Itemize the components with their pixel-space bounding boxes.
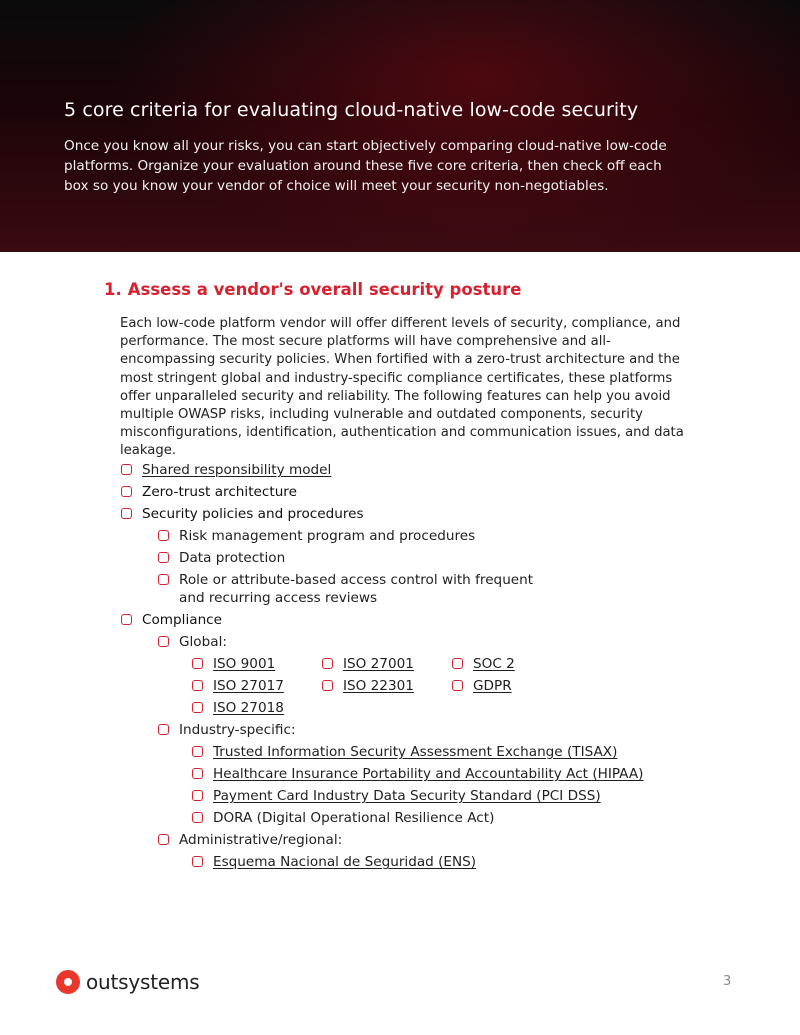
- access-control-line-1: Role or attribute-based access control with frequent: [179, 572, 534, 588]
- checklist-label: [179, 571, 533, 607]
- checklist-item-iso-27001[interactable]: [322, 655, 414, 673]
- checklist-link[interactable]: Trusted Information Security Assessment Exchange (TISAX): [213, 744, 618, 760]
- checklist-item-soc-2[interactable]: [452, 655, 515, 673]
- checklist-item-iso-27017[interactable]: [192, 677, 284, 695]
- checkbox[interactable]: [322, 658, 333, 669]
- checklist-item-shared-responsibility[interactable]: [121, 461, 331, 479]
- checklist-link[interactable]: Healthcare Insurance Portability and Accountability Act (HIPAA): [213, 766, 644, 782]
- checklist-item-iso-9001[interactable]: [192, 655, 275, 673]
- checklist-label: Global:: [179, 634, 227, 650]
- checklist-label: Security policies and procedures: [142, 506, 364, 522]
- checklist-link[interactable]: ISO 27001: [343, 656, 414, 672]
- checkbox[interactable]: [158, 724, 169, 735]
- section-number: 1.: [104, 280, 122, 299]
- checklist-item-pci-dss[interactable]: [192, 787, 601, 805]
- checklist-link[interactable]: ISO 27018: [213, 700, 284, 716]
- checklist-item-dora[interactable]: [192, 809, 494, 827]
- checklist-label: Zero-trust architecture: [142, 484, 297, 500]
- checklist-label: DORA (Digital Operational Resilience Act): [213, 810, 495, 826]
- checklist-label: Industry-specific:: [179, 722, 296, 738]
- checklist-item-risk-management[interactable]: [158, 527, 475, 545]
- checklist-label: Risk management program and procedures: [179, 528, 476, 544]
- checkbox[interactable]: [192, 790, 203, 801]
- checkbox[interactable]: [158, 574, 169, 585]
- section-heading-text: Assess a vendor's overall security posture: [127, 280, 522, 299]
- hero-banner: [0, 0, 800, 252]
- checklist-item-data-protection[interactable]: [158, 549, 285, 567]
- checkbox[interactable]: [192, 680, 203, 691]
- checklist-item-zero-trust[interactable]: [121, 483, 297, 501]
- checklist-link[interactable]: ISO 9001: [213, 656, 276, 672]
- checklist-item-industry-specific[interactable]: [158, 721, 296, 739]
- checklist-link[interactable]: Esquema Nacional de Seguridad (ENS): [213, 854, 477, 870]
- checklist-item-administrative[interactable]: [158, 831, 342, 849]
- checklist-label: Compliance: [142, 612, 223, 628]
- logo-wordmark: outsystems: [86, 970, 200, 994]
- checkbox[interactable]: [121, 486, 132, 497]
- checklist-link[interactable]: Payment Card Industry Data Security Standard (PCI DSS): [213, 788, 601, 804]
- checklist-label: Data protection: [179, 550, 286, 566]
- checkbox[interactable]: [158, 552, 169, 563]
- checklist-item-gdpr[interactable]: [452, 677, 512, 695]
- checklist-label: Administrative/regional:: [179, 832, 343, 848]
- checklist-item-tisax[interactable]: [192, 743, 617, 761]
- checklist-link[interactable]: GDPR: [473, 678, 512, 694]
- checkbox[interactable]: [452, 680, 463, 691]
- outsystems-logo: [56, 970, 199, 994]
- checkbox[interactable]: [121, 464, 132, 475]
- checkbox[interactable]: [192, 702, 203, 713]
- checkbox[interactable]: [192, 746, 203, 757]
- checklist-item-compliance[interactable]: [121, 611, 222, 629]
- checkbox[interactable]: [121, 508, 132, 519]
- checkbox[interactable]: [192, 768, 203, 779]
- checkbox[interactable]: [158, 530, 169, 541]
- intro-paragraph: Once you know all your risks, you can start objectively comparing cloud-native low-code platforms. Organize your evaluation around these five core criteria, then check off each box so you know your vendor of choice will meet your security non-negotiables.: [64, 138, 667, 194]
- checklist-item-ens[interactable]: [192, 853, 476, 871]
- outsystems-logo-icon: [56, 970, 80, 994]
- checklist-link[interactable]: SOC 2: [473, 656, 515, 672]
- checklist-link[interactable]: Shared responsibility model: [142, 462, 332, 478]
- checkbox[interactable]: [192, 812, 203, 823]
- access-control-line-2: and recurring access reviews: [179, 590, 378, 606]
- checklist-item-iso-27018[interactable]: [192, 699, 284, 717]
- checkbox[interactable]: [121, 614, 132, 625]
- checklist-link[interactable]: ISO 22301: [343, 678, 414, 694]
- checkbox[interactable]: [452, 658, 463, 669]
- checkbox[interactable]: [322, 680, 333, 691]
- section-heading: [104, 280, 521, 299]
- checklist-item-iso-22301[interactable]: [322, 677, 414, 695]
- checkbox[interactable]: [192, 856, 203, 867]
- checklist-item-security-policies[interactable]: [121, 505, 364, 523]
- section-body: Each low-code platform vendor will offer different levels of security, compliance, and performance. The most secure platforms will have comprehensive and all-encompassing security policies. When fortified with a zero-trust architecture and the most stringent global and industry-specific compliance certificates, these platforms offer unparalleled security and reliability. The following features can help you avoid multiple OWASP risks, including vulnerable and outdated components, security misconfigurations, identification, authentication and communication issues, and data leakage.: [120, 316, 684, 459]
- checkbox[interactable]: [158, 834, 169, 845]
- checklist-item-hipaa[interactable]: [192, 765, 643, 783]
- checklist-item-global[interactable]: [158, 633, 227, 651]
- checkbox[interactable]: [158, 636, 169, 647]
- checklist-link[interactable]: ISO 27017: [213, 678, 284, 694]
- page-title: 5 core criteria for evaluating cloud-native low-code security: [64, 99, 639, 121]
- page-number: 3: [723, 974, 732, 989]
- checkbox[interactable]: [192, 658, 203, 669]
- checklist-item-access-control[interactable]: [158, 571, 533, 607]
